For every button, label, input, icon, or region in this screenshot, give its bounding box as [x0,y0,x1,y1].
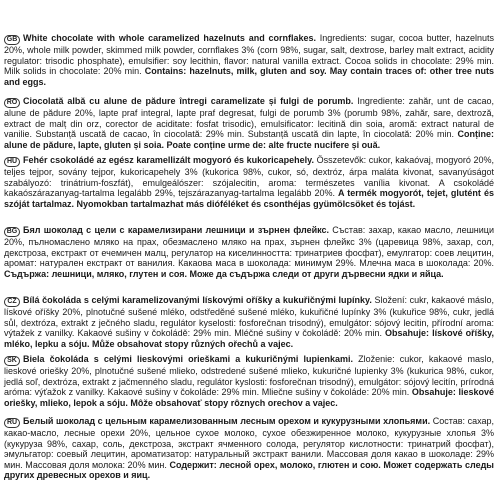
section-hu [4,155,494,209]
product-title-cz: Bílá čokoláda s celými karamelizovanými lískovými oříšky a kukuřičnými lupínky. [23,295,372,305]
section-ru [4,416,494,481]
allergens-text-cz: Obsahuje: lískové oříšky, mléko, lepku a sóju. Může obsahovat stopy různých ořechů a vajec. [4,328,494,349]
section-gb [4,33,494,87]
product-title-hu: Fehér csokoládé az egész karamellizált mogyoró és kukoricapehely. [23,155,315,165]
allergens-text-bg: Съдържа: лешници, мляко, глутен и соя. Може да съдържа следи от други дървесни ядки и яйца. [4,268,444,279]
ingredients-text-ro: Ingrediente: zahăr, unt de cacao, alune de pădure 20%, lapte praf integral, lapte praf degresat, fulgi de porumb 3% (porumb 98%, zahăr, sare, dextroză, extract de malț din orz, corector de aciditate: fosfat trisodic), emulsificator: lecitină din soia, aromă: extract natural de vanilie. Substanță uscată de cacao, în ciocolată: 29% min. Substanță uscată din lapte, în ciocolată: 20% min. [4,96,495,139]
section-sk [4,354,494,408]
section-cz [4,295,494,349]
product-title-sk: Biela čokoláda s celými lieskovými orieškami a kukuričnými lupienkami. [23,354,354,364]
ingredients-text-cz: Složení: cukr, kakaové máslo, lískové oříšky 20%, plnotučné sušené mléko, odstředěné sušené mléko, kukuřičné lupínky 3% (kukuřice 98%, cukr, jedlá sůl, dextróza, extrakt z ječného sladu, regulátor kyselosti: fosforečnan trisodný), emulgátor: sójový lecitin, přírodní aroma: výtažek z vanilky. Kakaové sušiny v čokoládě: 29% min. Mléčné sušiny v čokoládě: 20% min. [4,295,494,338]
language-badge-hu: HU [4,157,20,167]
ingredients-text-gb: Ingredients: sugar, cocoa butter, hazelnuts 20%, whole milk powder, skimmed milk powder, cornflakes 3% (corn 98%, sugar, salt, dextrose, barley malt extract, acidity regulator: trisodic phosphate), emulsifier: soy lecithin, flavor: natural vanilla extract. Cocoa solids in chocolate: 29% min. Milk solids in chocolate: 20% min. [4,33,494,76]
language-badge-sk: SK [4,356,20,366]
language-badge-ru: RU [4,418,20,428]
language-badge-ro: RO [4,98,20,108]
ingredients-text-ru: Состав: сахар, какао-масло, лесные орехи 20%, цельное сухое молоко, сухое обезжиренное молоко, кукурузные хлопья 3% (кукуруза 98%, сахар, соль, декстроза, экстракт ячменного солода, регулятор кислотности: тринатрий фосфат), эмульгатор: соевый лецитин, ароматизатор: натуральный экстракт ванили. Массовая доля какао в шоколаде: 29% мин. Массовая доля молока: 20% мин. [4,416,495,470]
allergens-text-ro: Conține: alune de pădure, lapte, gluten și soia. Poate conține urme de: alte fructe nucifere și ouă. [4,129,494,150]
product-title-gb: White chocolate with whole caramelized hazelnuts and cornflakes. [23,33,316,43]
allergens-text-sk: Obsahuje: lieskové oriešky, mlieko, lepok a sóju. Môže obsahovať stopy rôznych orechov a vajec. [4,387,494,408]
product-title-ro: Ciocolată albă cu alune de pădure întregi caramelizate și fulgi de porumb. [23,96,354,106]
ingredients-text-bg: Състав: захар, какао масло, лешници 20%, пълномаслено мляко на прах, обезмаслено мляко на прах, зърнен флейкс 3% (царевица 98%, захар, сол, декстроза, екстракт от ечемичен малц, регулатор на киселинността: тринатриев фосфат), емулгатор: соев лецитин, аромат: натурален екстракт от ванилия. Какаова маса в шоколада: минимум 29%. Млечна маса в шоколада: 20%. [4,225,494,268]
section-bg [4,225,494,279]
language-badge-cz: CZ [4,297,20,307]
language-badge-bg: BG [4,227,20,237]
allergens-text-hu: A termék mogyorót, tejet, glutént és szóját tartalmaz. Nyomokban tartalmazhat más dióféléket és csonthéjas gyümölcsöket és tojást. [4,188,494,209]
product-title-bg: Бял шоколад с цели с карамелизирани лешници и зърнен флейкс. [23,225,329,235]
allergens-text-gb: Contains: hazelnuts, milk, gluten and soy. May contain traces of: other tree nuts and eggs. [4,66,495,87]
section-ro [4,96,494,150]
product-title-ru: Белый шоколад с цельным карамелизованным лесным орехом и кукурузными хлопьями. [23,416,431,426]
language-badge-gb: GB [4,35,20,45]
ingredients-text-sk: Zloženie: cukor, kakaové maslo, lieskové oriešky 20%, plnotučné sušené mlieko, odstredené sušené mlieko, kukuričné lupienky 3% (kukurica 98%, cukor, jedlá soľ, dextróza, extrakt z jačmenného sladu, regulátor kyslosti: fosforečnan trisodný), emulgátor: sójový lecitín, prírodná aróma: výťažok z vanilky. Kakaové sušiny v čokoláde: 29% min. Mliečne sušiny v čokoláde: 20% min. [4,354,495,397]
ingredients-text-hu: Összetevők: cukor, kakaóvaj, mogyoró 20%, teljes tejpor, sovány tejpor, kukoricapehely 3% (kukorica 98%, cukor, só, dextróz, árpa maláta kivonat, savanyúságot szabályozó: trinátrium-foszfát), emulgeálószer: szójalecitin, aroma: természetes vanília kivonat. A csokoládé kakaószárazanyag-tartalma legalább 29%, tejszárazanyag-tartalma legalább 20%. [4,155,494,198]
allergens-text-ru: Содержит: лесной орех, молоко, глютен и сою. Может содержать следы других древесных орехов и яиц. [4,459,494,480]
